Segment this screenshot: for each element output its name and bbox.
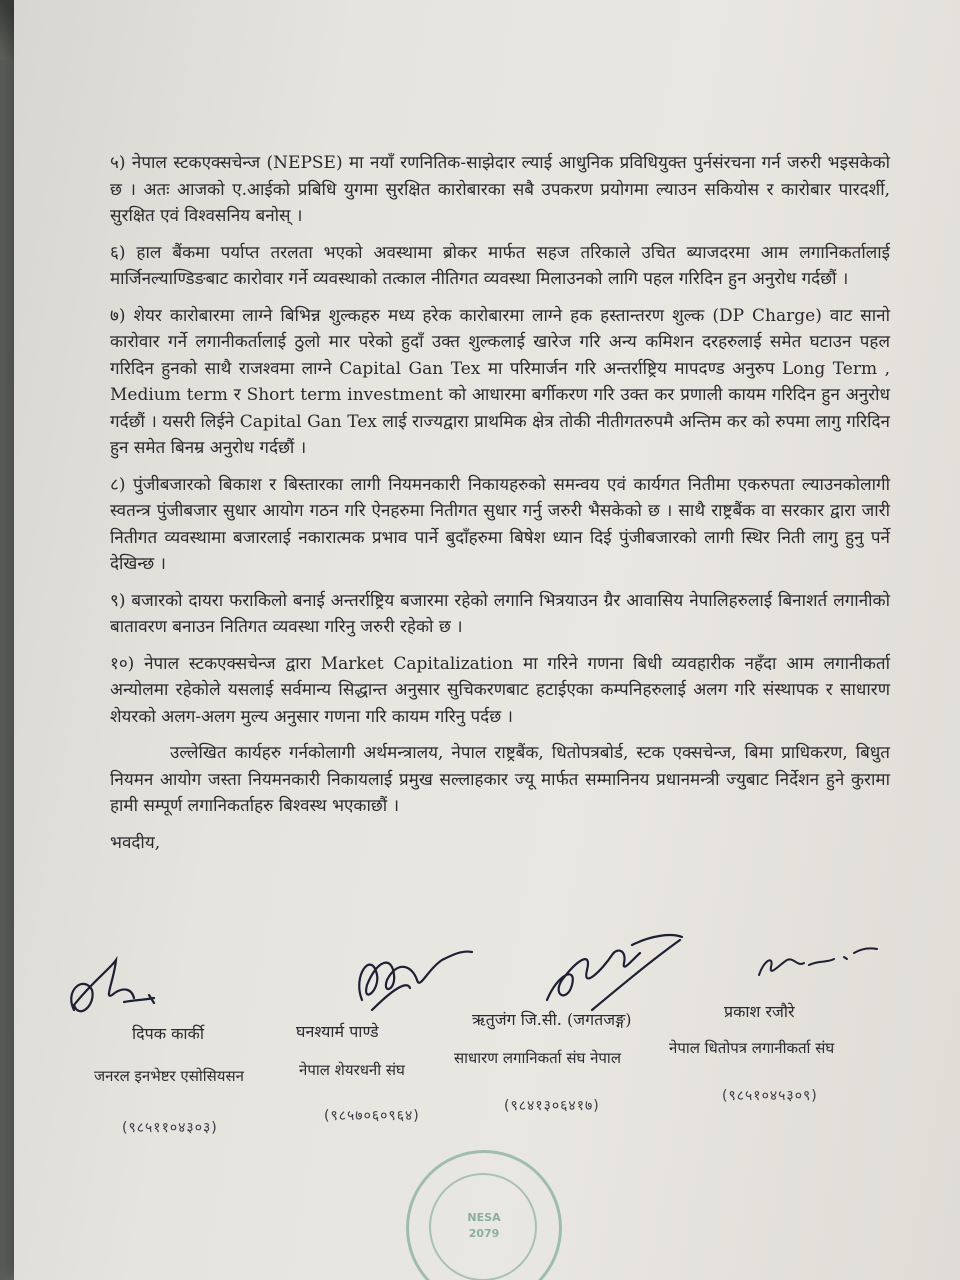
signatory-4-org: नेपाल धितोपत्र लगानीकर्ता संघ bbox=[669, 1039, 835, 1057]
paragraph-10: १०) नेपाल स्टकएक्सचेन्ज द्वारा Market Capitalization मा गरिने गणना बिधी व्यवहारीक नहँदा आम लगानीकर्ता अन्योलमा रहेकोले यसलाई सर्वमान्य सिद्धान्त अनुसार सुचिकरणबाट हटाईएका कम्पनिहरुलाई अलग गरि संस्थापक र साधारण शेयरको अलग-अलग मुल्य अनुसार गणना गरि कायम गरिनु पर्दछ । bbox=[110, 653, 890, 727]
paragraph-6: ६) हाल बैंकमा पर्याप्त तरलता भएको अवस्थामा ब्रोकर मार्फत सहज तरिकाले उचित ब्याजदरमा आम लगानिकर्तालाई मार्जिनल्याण्डिङबाट कारोवार गर्ने व्यवस्थाको तत्काल नीतिगत व्यवस्था मिलाउनको लागि पहल गरिदिन हुन अनुरोध गर्दछौं । bbox=[110, 242, 890, 289]
official-stamp-icon bbox=[406, 1150, 562, 1280]
signatory-3-phone: (९८४१३०६४१७) bbox=[504, 1098, 600, 1114]
signature-1-icon bbox=[54, 950, 164, 1030]
paragraph-9: ९) बजारको दायरा फराकिलो बनाई अन्तर्राष्ट्रिय बजारमा रहेको लगानि भित्रयाउन ग्रैर आवासिय नेपालिहरुलाई बिनाशर्त लगानीको बातावरण बनाउन नितिगत व्यवस्था गरिनु जरुरी रहेको छ । bbox=[110, 590, 891, 637]
signatory-1-name: दिपक कार्की bbox=[132, 1024, 204, 1043]
stamp-abbr: NESA bbox=[467, 1211, 501, 1224]
signature-3-icon bbox=[532, 925, 692, 1020]
signatory-3-org: साधारण लगानिकर्ता संघ नेपाल bbox=[454, 1049, 621, 1067]
signatory-1-phone: (९८५११०४३०३) bbox=[122, 1120, 218, 1136]
signatory-3-name: ऋतुजंग जि.सी. (जगतजङ्ग) bbox=[472, 1010, 632, 1029]
signatory-4-name: प्रकाश रजौरे bbox=[724, 1002, 795, 1021]
paragraph-5: ५) नेपाल स्टकएक्सचेन्ज (NEPSE) मा नयाँ रणनितिक-साझेदार ल्याई आधुनिक प्रविधियुक्त पुर्नसंरचना गर्न जरुरी भइसकेको छ । अतः आजको ए.आईको प्रबिधि युगमा सुरक्षित कारोबारका सबै उपकरण प्रयोगमा ल्याउन सकियोस र कारोबार पारदर्शी, सुरक्षित एवं विश्वसनिय बनोस् । bbox=[110, 153, 890, 226]
paragraph-8: ८) पुंजीबजारको बिकाश र बिस्तारका लागी नियमनकारी निकायहरुको समन्वय एवं कार्यगत नितीमा एकरुपता ल्याउनकोलागी स्वतन्त्र पुंजीबजार सुधार आयोग गठन गरि ऐनहरुमा नितीगत सुधार गर्नु जरुरी भैसकेको छ । साथै राष्ट्रबैंक वा सरकार द्वारा जारी नितीगत व्यवस्थामा बजारलाई नकारात्मक प्रभाव पार्ने बुदाँहरुमा बिषेश ध्यान दिई पुंजीबजारको लागी स्थिर निती लागु हुनु पर्ने देखिन्छ । bbox=[110, 474, 890, 574]
signature-2-icon bbox=[332, 930, 482, 1020]
signatory-2-org: नेपाल शेयरधनी संघ bbox=[299, 1061, 405, 1079]
signatory-2-name: घनश्यार्म पाण्डे bbox=[296, 1022, 379, 1041]
letter-page bbox=[14, 0, 960, 1280]
signatory-1-org: जनरल इनभेष्टर एसोसियसन bbox=[94, 1067, 244, 1085]
paragraph-request: उल्लेखित कार्यहरु गर्नकोलागी अर्थमन्त्रालय, नेपाल राष्ट्रबैंक, धितोपत्रबोर्ड, स्टक एक्सचेन्ज, बिमा प्राधिकरण, बिधुत नियमन आयोग जस्ता नियमनकारी निकायलाई प्रमुख सल्लाहकार ज्यू मार्फत सम्मानिनय प्रधानमन्त्री ज्युबाट निर्देशन हुने कुरामा हामी सम्पूर्ण लगानिकर्ताहरु बिश्वस्थ भएकाछौं । bbox=[110, 743, 890, 816]
closing-salutation: भवदीय, bbox=[110, 832, 161, 853]
stamp-year: 2079 bbox=[468, 1227, 500, 1240]
signatory-2-phone: (९८५७०६०९६४) bbox=[324, 1108, 420, 1124]
letter-body bbox=[110, 150, 890, 856]
signature-section bbox=[14, 930, 960, 1150]
paragraph-7: ७) शेयर कारोबारमा लाग्ने बिभिन्न शुल्कहरु मध्य हरेक कारोबारमा लाग्ने हक हस्तान्तरण शुल्क (DP Charge) वाट सानो कारोवार गर्ने लगानीकर्तालाई ठुलो मार परेको हुदाँ उक्त शुल्कलाई खारेज गरि अन्य कमिशन दरहरुलाई समेत घटाउन पहल गरिदिन हुनको साथै राजश्वमा लाग्ने Capital Gan Tex मा परिमार्जन गरि अन्तर्राष्ट्रिय मापदण्ड अनुरुप Long Term , Medium term र Short term investment को आधारमा बर्गीकरण गरि उक्त कर प्रणाली कायम गरिदिन हुन अनुरोध गर्दछौं । यसरी लिईने Capital Gan Tex लाई राज्यद्वारा प्राथमिक क्षेत्र तोकी नीतीगतरुपमै अन्तिम कर को रुपमा लागु गरिदिन हुन समेत बिनम्र अनुरोध गर्दछौं । bbox=[110, 305, 890, 458]
signatory-4-phone: (९८५१०४५३०९) bbox=[722, 1088, 818, 1104]
signature-4-icon bbox=[749, 935, 889, 995]
